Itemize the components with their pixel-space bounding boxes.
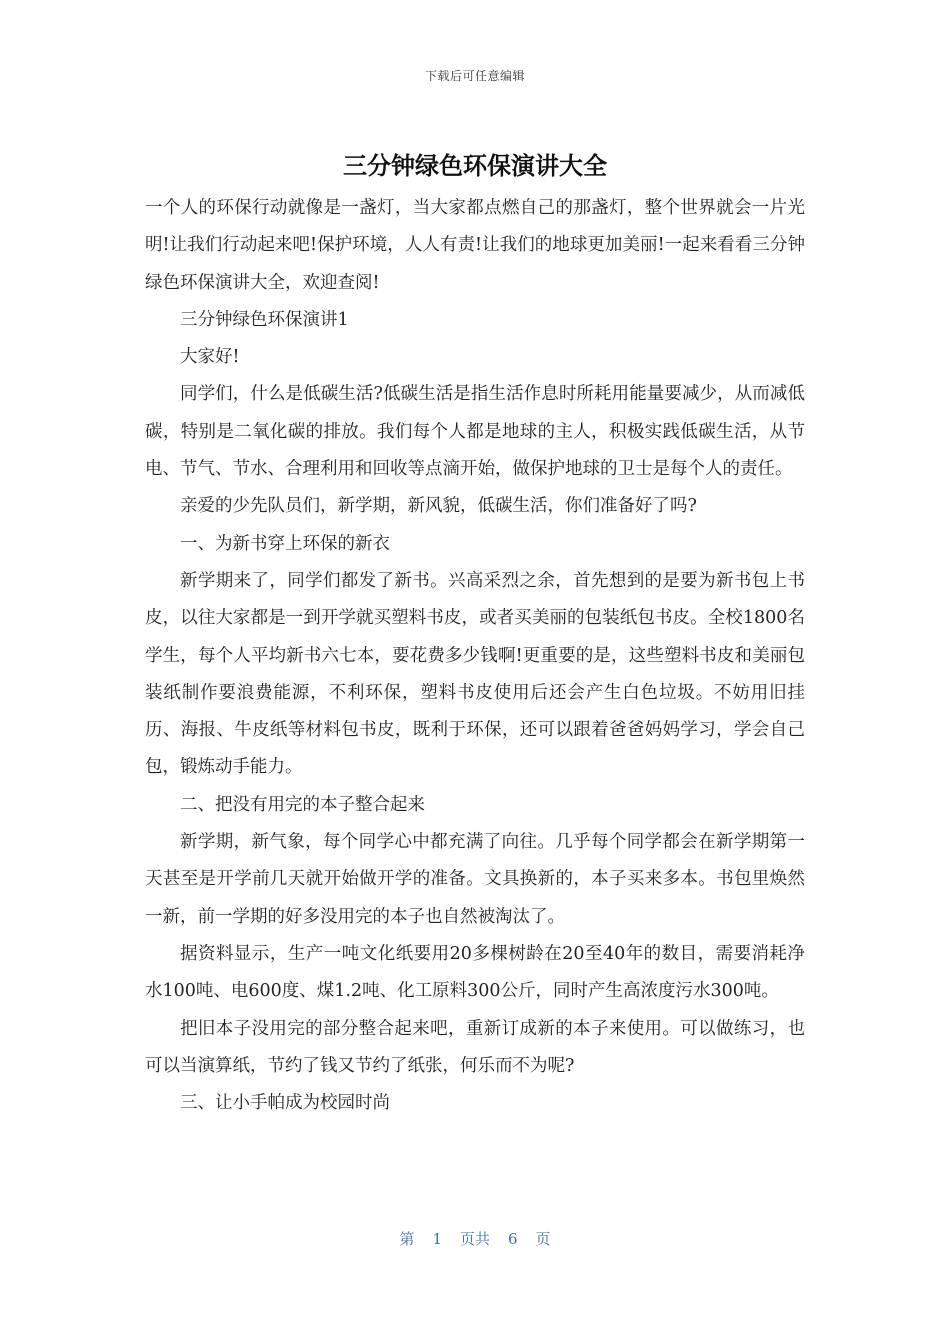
body-paragraph: 亲爱的少先队员们，新学期，新风貌，低碳生活，你们准备好了吗? — [180, 496, 697, 517]
footer-middle: 页共 — [459, 1230, 490, 1248]
body-paragraph: 新学期，新气象，每个同学心中都充满了向往。几乎每个同学都会在新学期第一天甚至是开学前几天就开始做开学的准备。文具换新的，本子买来多本。书包里焕然一新，前一学期的好多没用完的本子也自然被淘汰了。 — [145, 832, 805, 927]
footer-suffix: 页 — [535, 1230, 551, 1248]
section-heading: 三分钟绿色环保演讲1 — [180, 309, 349, 330]
subsection-heading: 二、把没有用完的本子整合起来 — [180, 794, 425, 815]
subsection-heading: 三、让小手帕成为校园时尚 — [180, 1093, 390, 1114]
footer-current-page: 1 — [432, 1230, 442, 1248]
body-paragraph: 同学们，什么是低碳生活?低碳生活是指生活作息时所耗用能量要减少，从而减低碳，特别是二氧化碳的排放。我们每个人都是地球的主人，积极实践低碳生活，从节电、节气、节水、合理利用和回收等点滴开始，做保护地球的卫士是每个人的责任。 — [145, 384, 805, 480]
page-header-note: 下载后可任意编辑 — [424, 69, 525, 83]
greeting-paragraph: 大家好! — [180, 347, 240, 368]
footer-prefix: 第 — [399, 1230, 415, 1248]
body-paragraph: 把旧本子没用完的部分整合起来吧，重新订成新的本子来使用。可以做练习，也可以当演算纸，节约了钱又节约了纸张，何乐而不为呢? — [145, 1018, 805, 1076]
intro-paragraph: 一个人的环保行动就像是一盏灯，当大家都点燃自己的那盏灯，整个世界就会一片光明!让我们行动起来吧!保护环境，人人有责!让我们的地球更加美丽!一起来看看三分钟绿色环保演讲大全，欢迎查阅! — [145, 198, 805, 293]
footer-total-pages: 6 — [508, 1230, 518, 1248]
page-footer — [0, 1228, 950, 1249]
document-title: 三分钟绿色环保演讲大全 — [343, 152, 607, 180]
body-paragraph: 据资料显示，生产一吨文化纸要用20多棵树龄在20至40年的数目，需要消耗净水100吨、电600度、煤1.2吨、化工原料300公斤，同时产生高浓度污水300吨。 — [145, 943, 805, 1002]
subsection-heading: 一、为新书穿上环保的新衣 — [180, 533, 390, 554]
body-paragraph: 新学期来了，同学们都发了新书。兴高采烈之余，首先想到的是要为新书包上书皮，以往大家都是一到开学就买塑料书皮，或者买美丽的包装纸包书皮。全校1800名学生，每个人平均新书六七本，要花费多少钱啊!更重要的是，这些塑料书皮和美丽包装纸制作要浪费能源，不利环保，塑料书皮使用后还会产生白色垃圾。不妨用旧挂历、海报、牛皮纸等材料包书皮，既利于环保，还可以跟着爸爸妈妈学习，学会自己包，锻炼动手能力。 — [145, 570, 805, 778]
document-body — [145, 190, 805, 1122]
